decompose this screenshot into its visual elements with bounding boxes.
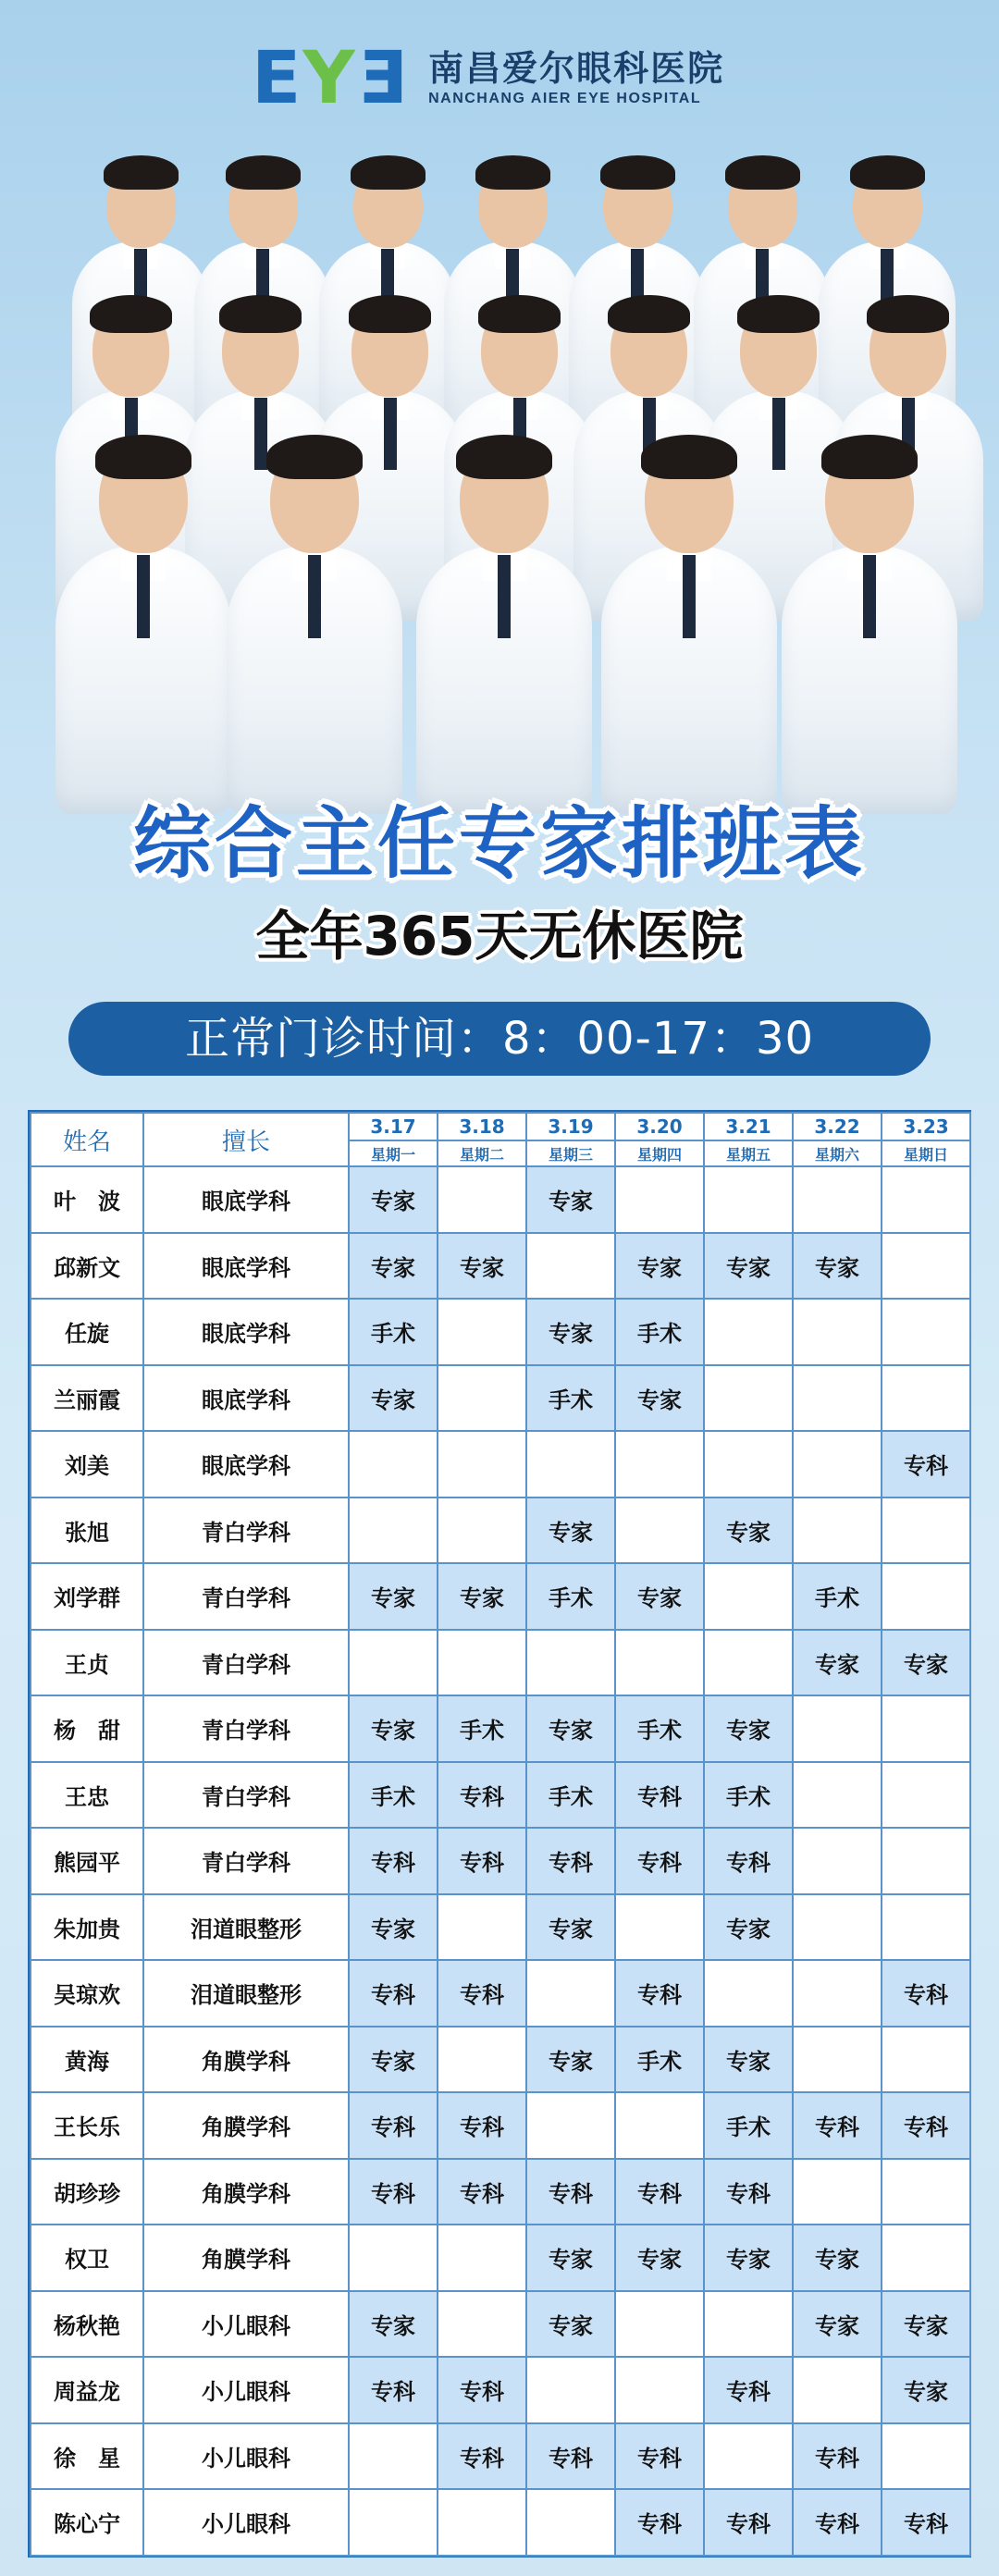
doctor-figure (227, 425, 402, 814)
table-row (31, 1498, 970, 1564)
schedule-cell: 专家 (704, 1695, 793, 1762)
schedule-cell: 专科 (882, 1431, 970, 1498)
schedule-cell (438, 1630, 526, 1696)
table-row (31, 1894, 970, 1961)
table-row (31, 2092, 970, 2159)
schedule-cell: 手术 (704, 1762, 793, 1829)
doctor-specialty: 青白学科 (143, 1762, 349, 1829)
schedule-table (28, 1110, 971, 2558)
doctor-specialty: 角膜学科 (143, 2159, 349, 2225)
doctor-specialty: 青白学科 (143, 1563, 349, 1630)
hospital-name-cn: 南昌爱尔眼科医院 (428, 47, 725, 89)
schedule-cell: 专家 (349, 1894, 438, 1961)
schedule-cell: 专家 (704, 1233, 793, 1300)
schedule-cell (526, 2092, 615, 2159)
doctor-name: 周益龙 (31, 2357, 143, 2423)
doctor-name: 徐 星 (31, 2423, 143, 2490)
table-row (31, 1960, 970, 2027)
schedule-cell (793, 1498, 882, 1564)
doctor-figure (782, 425, 957, 814)
schedule-cell (526, 2489, 615, 2556)
schedule-cell: 手术 (349, 1299, 438, 1365)
schedule-cell (615, 1894, 704, 1961)
schedule-cell: 专科 (349, 1828, 438, 1894)
column-header-name: 姓名 (31, 1113, 143, 1166)
doctor-name: 王忠 (31, 1762, 143, 1829)
schedule-cell (882, 1365, 970, 1432)
schedule-cell (526, 2357, 615, 2423)
page-title: 综合主任专家排班表 (132, 798, 866, 889)
schedule-cell: 手术 (615, 1695, 704, 1762)
clinic-hours-banner: 正常门诊时间：8：00-17：30 (68, 1002, 931, 1076)
doctor-specialty: 眼底学科 (143, 1299, 349, 1365)
schedule-cell (438, 1498, 526, 1564)
date-header: 3.19 (526, 1113, 615, 1140)
doctor-specialty: 眼底学科 (143, 1233, 349, 1300)
schedule-cell: 专科 (438, 2092, 526, 2159)
schedule-cell: 手术 (526, 1365, 615, 1432)
doctor-name: 权卫 (31, 2225, 143, 2291)
table-row (31, 1695, 970, 1762)
schedule-cell (438, 2489, 526, 2556)
schedule-cell (704, 1960, 793, 2027)
doctor-name: 陈心宁 (31, 2489, 143, 2556)
doctor-specialty: 眼底学科 (143, 1365, 349, 1432)
doctor-specialty: 青白学科 (143, 1630, 349, 1696)
doctor-name: 胡珍珍 (31, 2159, 143, 2225)
doctor-name: 吴琼欢 (31, 1960, 143, 2027)
schedule-cell (882, 2027, 970, 2093)
schedule-cell: 手术 (615, 1299, 704, 1365)
schedule-cell: 专科 (704, 2159, 793, 2225)
doctor-name: 邱新文 (31, 1233, 143, 1300)
table-row (31, 1299, 970, 1365)
schedule-cell (882, 1695, 970, 1762)
page-subtitle: 全年365天无休医院 (255, 905, 744, 968)
schedule-cell: 专科 (793, 2489, 882, 2556)
weekday-header: 星期四 (615, 1140, 704, 1166)
schedule-cell (615, 1431, 704, 1498)
schedule-cell (349, 2225, 438, 2291)
doctor-name: 兰丽霞 (31, 1365, 143, 1432)
weekday-header: 星期三 (526, 1140, 615, 1166)
schedule-cell: 专家 (793, 1233, 882, 1300)
table-row (31, 1233, 970, 1300)
schedule-cell (438, 1431, 526, 1498)
schedule-cell: 专家 (704, 1498, 793, 1564)
schedule-cell: 专科 (438, 2159, 526, 2225)
table-row (31, 2357, 970, 2423)
table-row (31, 1166, 970, 1233)
schedule-cell: 专家 (704, 2027, 793, 2093)
doctor-name: 熊园平 (31, 1828, 143, 1894)
schedule-cell: 专家 (793, 2225, 882, 2291)
schedule-cell (704, 1166, 793, 1233)
doctor-specialty: 泪道眼整形 (143, 1960, 349, 2027)
schedule-cell (793, 1299, 882, 1365)
doctor-specialty: 青白学科 (143, 1695, 349, 1762)
table-row (31, 1828, 970, 1894)
doctor-specialty: 小儿眼科 (143, 2357, 349, 2423)
schedule-cell (793, 2027, 882, 2093)
schedule-cell (349, 1431, 438, 1498)
doctor-name: 张旭 (31, 1498, 143, 1564)
schedule-cell: 专科 (615, 1828, 704, 1894)
schedule-cell: 专家 (615, 1563, 704, 1630)
schedule-cell: 专科 (615, 2423, 704, 2490)
schedule-cell: 专家 (882, 2291, 970, 2358)
schedule-cell: 专家 (349, 1563, 438, 1630)
weekday-header: 星期六 (793, 1140, 882, 1166)
schedule-cell: 专科 (438, 2423, 526, 2490)
schedule-cell: 专家 (349, 2027, 438, 2093)
schedule-cell (438, 1894, 526, 1961)
schedule-cell (526, 1960, 615, 2027)
schedule-cell: 专科 (882, 2489, 970, 2556)
doctor-specialty: 角膜学科 (143, 2225, 349, 2291)
table-row (31, 1630, 970, 1696)
date-header: 3.21 (704, 1113, 793, 1140)
schedule-cell (438, 1299, 526, 1365)
doctor-specialty: 角膜学科 (143, 2027, 349, 2093)
schedule-cell (882, 1828, 970, 1894)
doctor-name: 朱加贵 (31, 1894, 143, 1961)
doctor-name: 刘学群 (31, 1563, 143, 1630)
schedule-cell (704, 1630, 793, 1696)
weekday-header: 星期二 (438, 1140, 526, 1166)
schedule-cell: 专家 (882, 2357, 970, 2423)
schedule-cell (438, 2027, 526, 2093)
doctor-specialty: 泪道眼整形 (143, 1894, 349, 1961)
schedule-cell (349, 1630, 438, 1696)
date-header: 3.18 (438, 1113, 526, 1140)
schedule-cell (704, 1299, 793, 1365)
doctor-name: 黄海 (31, 2027, 143, 2093)
weekday-header: 星期一 (349, 1140, 438, 1166)
schedule-cell (793, 1828, 882, 1894)
schedule-cell: 专家 (526, 2027, 615, 2093)
table-row (31, 2291, 970, 2358)
schedule-cell: 专家 (704, 2225, 793, 2291)
schedule-cell (793, 1431, 882, 1498)
schedule-cell (882, 1498, 970, 1564)
weekday-header: 星期日 (882, 1140, 970, 1166)
schedule-cell: 专科 (793, 2423, 882, 2490)
schedule-cell: 专家 (615, 1365, 704, 1432)
doctor-specialty: 眼底学科 (143, 1166, 349, 1233)
schedule-cell (438, 2225, 526, 2291)
schedule-cell: 专家 (526, 1166, 615, 1233)
schedule-cell (793, 1960, 882, 2027)
schedule-cell (882, 2159, 970, 2225)
schedule-cell: 专家 (349, 1695, 438, 1762)
doctor-specialty: 眼底学科 (143, 1431, 349, 1498)
schedule-cell: 专科 (438, 2357, 526, 2423)
schedule-cell: 专家 (526, 1299, 615, 1365)
schedule-cell: 专科 (704, 2489, 793, 2556)
schedule-grid (30, 1112, 971, 2557)
hospital-name-en: NANCHANG AIER EYE HOSPITAL (428, 91, 702, 106)
doctors-group-photo (0, 148, 999, 814)
table-row (31, 1365, 970, 1432)
schedule-cell (704, 1365, 793, 1432)
schedule-cell (526, 1233, 615, 1300)
table-row (31, 2027, 970, 2093)
schedule-cell (882, 1166, 970, 1233)
schedule-cell: 手术 (526, 1762, 615, 1829)
doctor-specialty: 青白学科 (143, 1828, 349, 1894)
table-row (31, 1431, 970, 1498)
doctor-name: 任旋 (31, 1299, 143, 1365)
date-header: 3.22 (793, 1113, 882, 1140)
schedule-cell: 手术 (704, 2092, 793, 2159)
schedule-body (31, 1166, 970, 2556)
schedule-cell: 专科 (882, 2092, 970, 2159)
doctor-specialty: 小儿眼科 (143, 2489, 349, 2556)
schedule-cell: 专科 (349, 2092, 438, 2159)
doctor-specialty: 角膜学科 (143, 2092, 349, 2159)
schedule-cell (793, 1894, 882, 1961)
doctor-name: 王贞 (31, 1630, 143, 1696)
schedule-cell (349, 2423, 438, 2490)
schedule-cell: 专家 (615, 1233, 704, 1300)
doctor-figure (416, 425, 592, 814)
schedule-cell: 专科 (615, 1762, 704, 1829)
schedule-cell: 专家 (526, 1695, 615, 1762)
schedule-cell: 专家 (526, 1894, 615, 1961)
hospital-logo (252, 37, 725, 120)
schedule-cell (704, 1431, 793, 1498)
schedule-cell: 专家 (704, 1894, 793, 1961)
schedule-cell: 专科 (438, 1960, 526, 2027)
schedule-cell (882, 2225, 970, 2291)
schedule-cell: 专科 (704, 1828, 793, 1894)
schedule-cell: 专科 (349, 2357, 438, 2423)
table-row (31, 2159, 970, 2225)
schedule-cell: 手术 (526, 1563, 615, 1630)
doctor-figure (56, 425, 231, 814)
date-header: 3.17 (349, 1113, 438, 1140)
doctor-specialty: 小儿眼科 (143, 2423, 349, 2490)
schedule-cell (704, 2291, 793, 2358)
schedule-cell (793, 2159, 882, 2225)
schedule-cell: 专家 (526, 1498, 615, 1564)
schedule-cell: 手术 (438, 1695, 526, 1762)
doctor-name: 杨 甜 (31, 1695, 143, 1762)
schedule-cell: 专家 (349, 1365, 438, 1432)
schedule-cell: 专科 (615, 2489, 704, 2556)
schedule-cell (882, 1233, 970, 1300)
weekday-header: 星期五 (704, 1140, 793, 1166)
schedule-cell: 专科 (349, 2159, 438, 2225)
schedule-cell: 专科 (704, 2357, 793, 2423)
schedule-cell (438, 2291, 526, 2358)
schedule-cell: 手术 (793, 1563, 882, 1630)
schedule-cell (615, 2092, 704, 2159)
schedule-cell (526, 1431, 615, 1498)
doctor-name: 刘美 (31, 1431, 143, 1498)
schedule-cell: 专科 (526, 2159, 615, 2225)
table-row (31, 1563, 970, 1630)
table-row (31, 2489, 970, 2556)
schedule-cell: 专家 (438, 1233, 526, 1300)
doctor-name: 叶 波 (31, 1166, 143, 1233)
schedule-cell (615, 2291, 704, 2358)
schedule-cell: 专家 (349, 2291, 438, 2358)
schedule-cell (615, 1498, 704, 1564)
schedule-cell: 专家 (793, 2291, 882, 2358)
doctor-figure (601, 425, 777, 814)
schedule-cell (882, 1762, 970, 1829)
schedule-cell: 手术 (615, 2027, 704, 2093)
schedule-cell (615, 2357, 704, 2423)
schedule-cell: 专科 (615, 1960, 704, 2027)
schedule-cell (793, 1695, 882, 1762)
doctor-name: 王长乐 (31, 2092, 143, 2159)
schedule-cell: 手术 (349, 1762, 438, 1829)
schedule-cell: 专科 (526, 2423, 615, 2490)
schedule-cell: 专家 (526, 2291, 615, 2358)
table-row (31, 2225, 970, 2291)
schedule-cell (882, 1299, 970, 1365)
hospital-name (428, 48, 724, 109)
schedule-cell: 专家 (526, 2225, 615, 2291)
schedule-cell (882, 2423, 970, 2490)
schedule-cell: 专科 (438, 1828, 526, 1894)
schedule-cell (349, 1498, 438, 1564)
eye-logo-mark: E Y E (252, 37, 409, 120)
schedule-cell: 专家 (349, 1233, 438, 1300)
schedule-cell: 专科 (438, 1762, 526, 1829)
schedule-cell (704, 2423, 793, 2490)
schedule-cell (349, 2489, 438, 2556)
date-header: 3.23 (882, 1113, 970, 1140)
schedule-cell: 专科 (882, 1960, 970, 2027)
schedule-cell (882, 1894, 970, 1961)
schedule-cell: 专家 (882, 1630, 970, 1696)
schedule-cell: 专科 (526, 1828, 615, 1894)
schedule-cell (438, 1166, 526, 1233)
table-row (31, 1762, 970, 1829)
schedule-cell (793, 1762, 882, 1829)
schedule-cell (704, 1563, 793, 1630)
table-row (31, 2423, 970, 2490)
schedule-cell: 专家 (349, 1166, 438, 1233)
doctor-specialty: 小儿眼科 (143, 2291, 349, 2358)
schedule-cell (615, 1166, 704, 1233)
schedule-cell: 专科 (615, 2159, 704, 2225)
schedule-cell (793, 1365, 882, 1432)
date-header: 3.20 (615, 1113, 704, 1140)
schedule-cell (793, 2357, 882, 2423)
schedule-cell (882, 1563, 970, 1630)
schedule-cell: 专家 (438, 1563, 526, 1630)
schedule-cell: 专家 (615, 2225, 704, 2291)
schedule-cell: 专科 (349, 1960, 438, 2027)
schedule-cell (615, 1630, 704, 1696)
schedule-cell: 专科 (793, 2092, 882, 2159)
schedule-cell: 专家 (793, 1630, 882, 1696)
schedule-cell (438, 1365, 526, 1432)
doctor-name: 杨秋艳 (31, 2291, 143, 2358)
column-header-specialty: 擅长 (143, 1113, 349, 1166)
schedule-cell (793, 1166, 882, 1233)
doctor-specialty: 青白学科 (143, 1498, 349, 1564)
schedule-cell (526, 1630, 615, 1696)
